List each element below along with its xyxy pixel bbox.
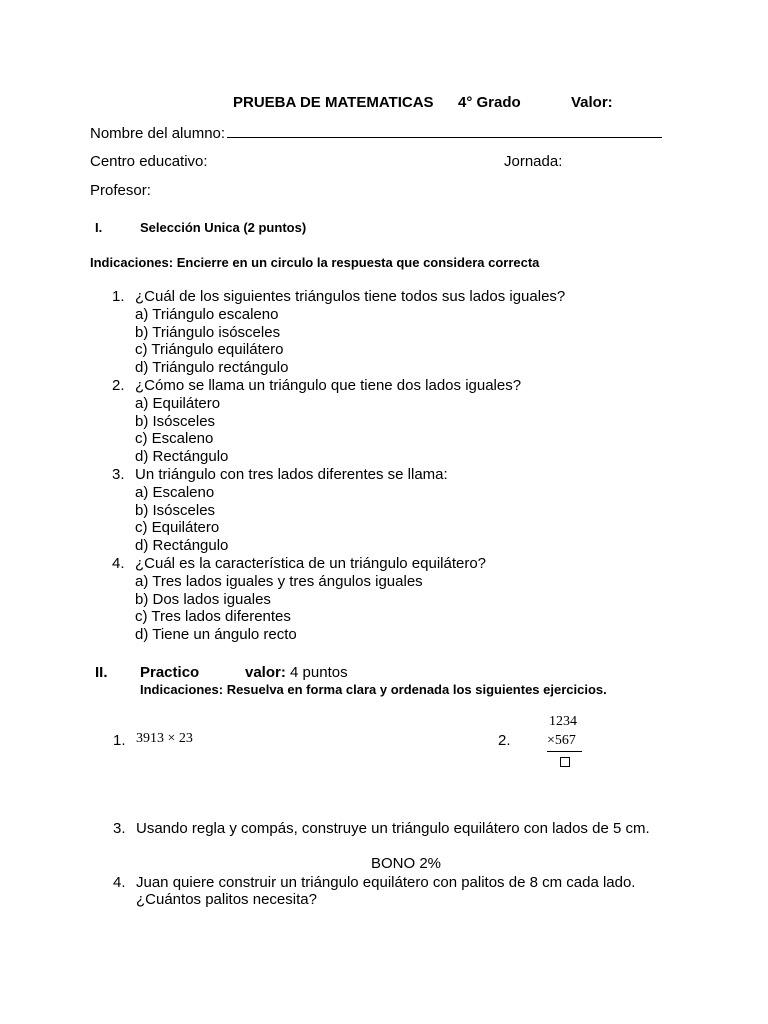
option-item[interactable]: d) Rectángulo [135,448,229,466]
question-list [90,288,565,644]
exercise2-bottom-operand: ×567 [547,733,576,748]
section2-numeral: II. [95,664,108,681]
option-item[interactable]: b) Isósceles [135,501,216,519]
question-text: ¿Cuál es la característica de un triángulo equilátero? [135,554,487,572]
value-label: Valor: [571,94,613,111]
section1-title: Selección Unica (2 puntos) [140,220,307,235]
exercise3-number: 3. [113,820,126,837]
question-number: 4. [112,554,125,572]
question-text: ¿Cuál de los siguientes triángulos tiene todos sus lados iguales? [135,288,566,305]
exercise4-line1: Juan quiere construir un triángulo equilátero con palitos de 8 cm cada lado. [136,874,636,891]
question-text: ¿Cómo se llama un triángulo que tiene dos lados iguales? [135,376,522,394]
section2-title: Practico [140,664,200,681]
section1-instructions [90,255,539,270]
section2-value-label: valor: [245,664,286,681]
option-item[interactable]: d) Rectángulo [135,537,229,555]
option-item[interactable]: c) Triángulo equilátero [135,341,284,359]
question-item [90,466,565,555]
section2-value-text: 4 puntos [290,664,348,681]
section2-instructions: Indicaciones: Resuelva en forma clara y ordenada los siguientes ejercicios. [140,682,607,697]
exercise2-result-line [547,751,582,752]
option-item[interactable]: b) Dos lados iguales [135,590,271,608]
exercise3-text: Usando regla y compás, construye un triángulo equilátero con lados de 5 cm. [136,820,650,837]
option-item[interactable]: d) Triángulo rectángulo [135,359,289,377]
option-item[interactable]: b) Isósceles [135,412,216,430]
exercise1-expression: 3913 × 23 [136,731,193,746]
student-name-label: Nombre del alumno: [90,125,226,142]
school-label: Centro educativo: [90,153,208,170]
exercise2-number: 2. [498,732,511,749]
student-name-blank[interactable] [227,123,662,138]
question-number: 3. [112,465,125,483]
exercise2-answer-box[interactable] [560,754,570,772]
section1-instructions-label: Indicaciones: [90,255,174,270]
section2-value [245,664,348,681]
student-name-field [90,123,662,142]
exercise4-line2: ¿Cuántos palitos necesita? [136,891,317,908]
question-item [90,288,565,377]
option-item[interactable]: a) Triángulo escaleno [135,305,279,323]
exercise4-number: 4. [113,874,126,891]
bonus-label: BONO 2% [371,855,442,872]
option-item[interactable]: c) Escaleno [135,430,214,448]
option-item[interactable]: d) Tiene un ángulo recto [135,626,297,644]
option-item[interactable]: c) Tres lados diferentes [135,608,291,626]
page-title: PRUEBA DE MATEMATICAS [233,94,434,111]
shift-label: Jornada: [504,153,563,170]
question-number: 2. [112,376,125,394]
question-text: Un triángulo con tres lados diferentes se llama: [135,465,448,483]
question-item [90,555,565,644]
option-item[interactable]: a) Equilátero [135,394,221,412]
option-item[interactable]: c) Equilátero [135,519,220,537]
question-number: 1. [112,288,125,305]
section1-numeral: I. [95,220,103,235]
teacher-label: Profesor: [90,182,151,199]
grade-label: 4° Grado [458,94,521,111]
section1-instructions-text: Encierre en un circulo la respuesta que considera correcta [176,255,540,270]
exercise2-top-operand: 1234 [549,714,577,729]
option-item[interactable]: a) Tres lados iguales y tres ángulos iguales [135,572,423,590]
option-item[interactable]: b) Triángulo isósceles [135,323,281,341]
question-item [90,377,565,466]
exercise1-number: 1. [113,732,126,749]
option-item[interactable]: a) Escaleno [135,483,215,501]
